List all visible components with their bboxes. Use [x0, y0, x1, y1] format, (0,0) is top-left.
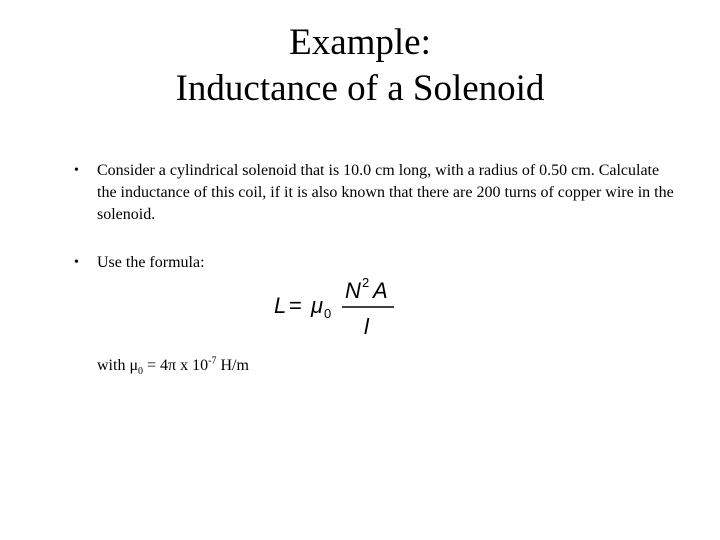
- mu-definition-middle: = 4π x 10: [143, 357, 209, 374]
- formula-numerator-a: A: [373, 278, 388, 303]
- formula-mu: μ: [311, 293, 324, 318]
- bullet-marker: •: [74, 255, 79, 270]
- title-line-2: Inductance of a Solenoid: [175, 68, 545, 109]
- slide-title: [0, 20, 720, 112]
- formula-lhs: L: [274, 293, 287, 318]
- mu-definition-suffix: H/m: [216, 357, 249, 374]
- mu-definition-sup: -7: [208, 355, 217, 367]
- bullet-item: [74, 252, 674, 274]
- mu-definition-sub: 0: [138, 366, 144, 378]
- formula-denominator: l: [364, 314, 369, 339]
- formula-numerator-exp: 2: [362, 275, 370, 290]
- title-line-1: Example:: [289, 22, 431, 63]
- formula-mu-sub: 0: [324, 306, 332, 321]
- bullet-text: Consider a cylindrical solenoid that is 10.0 cm long, with a radius of 0.50 cm. Calculate the inductance of this coil, if it is also known that there are 200 turns of copper wire in the solenoid.: [97, 162, 674, 223]
- formula-equals: =: [289, 293, 302, 318]
- bullet-list: [74, 160, 674, 274]
- inductance-formula: [266, 272, 406, 342]
- mu-definition: [97, 355, 249, 377]
- mu-definition-prefix: with μ: [97, 357, 139, 374]
- bullet-marker: •: [74, 163, 79, 178]
- formula-numerator-n: N: [345, 278, 361, 303]
- bullet-text: Use the formula:: [97, 254, 205, 271]
- bullet-item: [74, 160, 674, 226]
